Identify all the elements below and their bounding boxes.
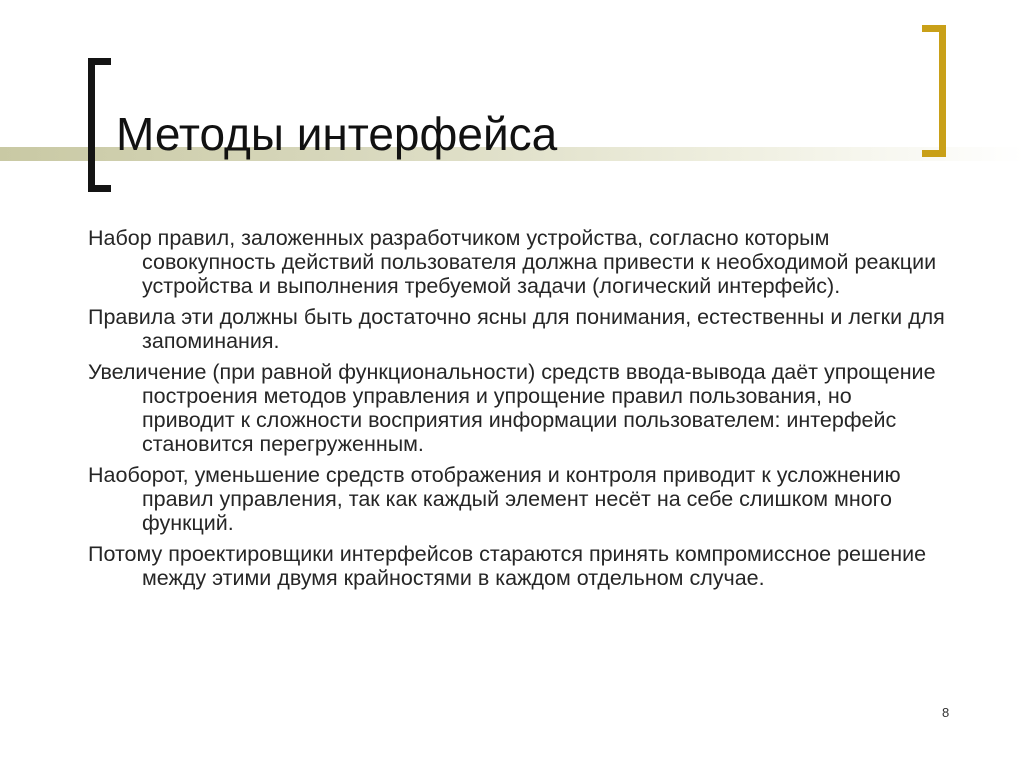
body-paragraph: Наоборот, уменьшение средств отображения и контроля приводит к усложнению правил управления, так как каждый элемент несёт на себе слишком много функций.	[88, 463, 901, 535]
slide-body	[88, 226, 948, 597]
body-paragraph: Набор правил, заложенных разработчиком устройства, согласно которым совокупность действий пользователя должна привести к необходимой реакции устройства и выполнения требуемой задачи (логический интерфейс).	[88, 226, 937, 298]
slide-title: Методы интерфейса	[116, 108, 558, 160]
left-bracket-decoration	[88, 58, 111, 192]
page-number: 8	[942, 705, 950, 720]
body-paragraph: Увеличение (при равной функциональности) средств ввода-вывода даёт упрощение построения методов управления и упрощение правил пользования, но приводит к сложности восприятия информации пользователем: интерфейс становится перегруженным.	[88, 360, 936, 456]
body-paragraph: Потому проектировщики интерфейсов стараются принять компромиссное решение между этими двумя крайностями в каждом отдельном случае.	[88, 542, 927, 590]
right-bracket-decoration	[922, 25, 946, 157]
body-paragraph: Правила эти должны быть достаточно ясны для понимания, естественны и легки для запоминания.	[88, 305, 945, 353]
